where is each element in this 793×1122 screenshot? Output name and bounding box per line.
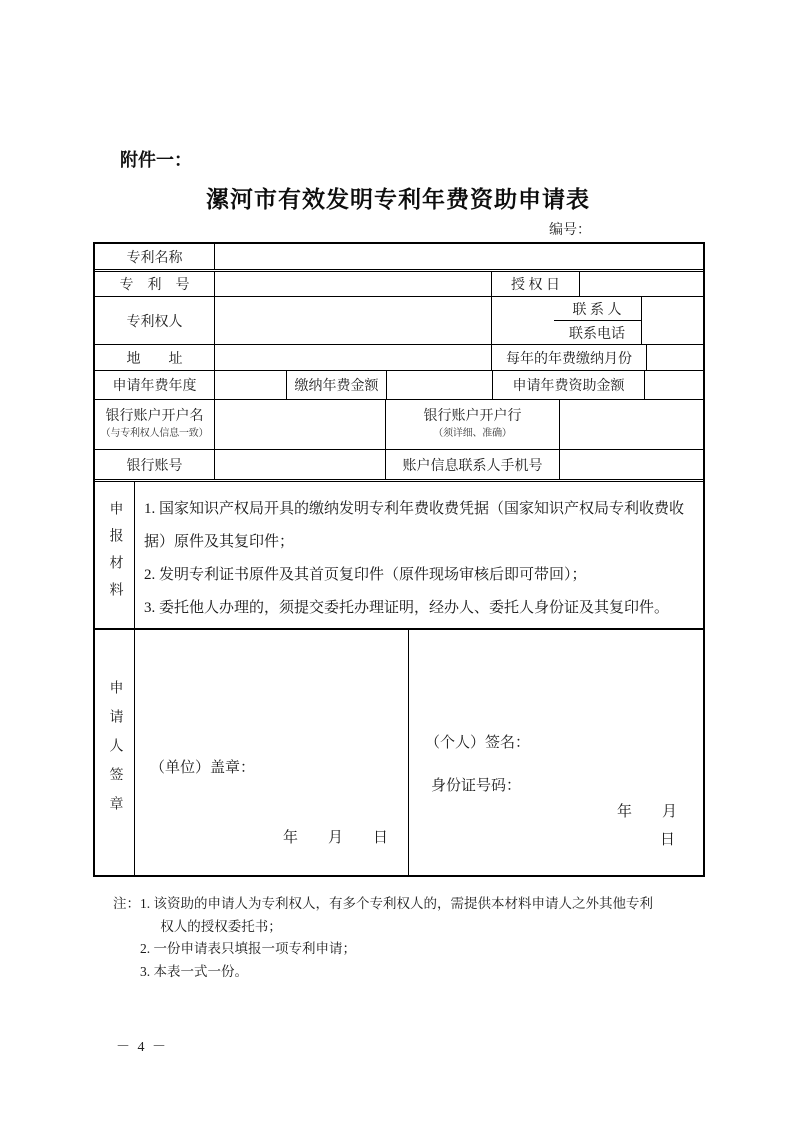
personal-sign-cell bbox=[409, 630, 703, 875]
address-label: 地 址 bbox=[95, 345, 215, 370]
materials-item-3: 3. 委托他人办理的，须提交委托办理证明，经办人、委托人身份证及其复印件。 bbox=[144, 600, 670, 616]
auth-date-input-cell bbox=[580, 272, 703, 296]
note-item-2: 2. 一份申请表只填报一项专利申请； bbox=[140, 941, 356, 956]
row-patentee bbox=[95, 297, 703, 345]
address-input-cell bbox=[215, 345, 492, 370]
signature-title-cell bbox=[95, 630, 135, 875]
personal-date-line-1: 年 月 bbox=[616, 804, 677, 820]
account-contact-input-cell bbox=[560, 450, 703, 479]
materials-item-2: 2. 发明专利证书原件及其首页复印件（原件现场审核后即可带回）； bbox=[144, 567, 587, 583]
bank-account-name-label bbox=[95, 400, 215, 449]
patent-no-label: 专 利 号 bbox=[95, 272, 215, 296]
materials-list bbox=[135, 482, 703, 628]
row-signature bbox=[95, 630, 703, 875]
patentee-input-cell bbox=[215, 297, 492, 344]
bank-account-name-input-cell bbox=[215, 400, 386, 449]
row-bank-no bbox=[95, 450, 703, 482]
notes-list bbox=[140, 893, 655, 983]
bank-branch-note: （须详细、准确） bbox=[433, 428, 512, 440]
contact-person-label: 联 系 人 bbox=[554, 297, 642, 320]
bank-branch-label bbox=[386, 400, 560, 449]
patent-name-label: 专利名称 bbox=[95, 244, 215, 269]
patent-no-input-cell bbox=[215, 272, 492, 296]
fee-month-label: 每年的年费缴纳月份 bbox=[492, 345, 647, 370]
row-contact-phone bbox=[554, 321, 642, 344]
subsidy-amount-label: 申请年费资助金额 bbox=[493, 371, 645, 399]
bank-branch-input-cell bbox=[560, 400, 703, 449]
contact-phone-label: 联系电话 bbox=[554, 321, 642, 344]
materials-item-1: 1. 国家知识产权局开具的缴纳发明专利年费收费凭据（国家知识产权局专利收费收据）原件及其复印件； bbox=[144, 501, 685, 550]
materials-title-cell bbox=[95, 482, 135, 628]
personal-date-line-2: 日 bbox=[659, 832, 675, 848]
bank-no-label: 银行账号 bbox=[95, 450, 215, 479]
id-number-label: 身份证号码： bbox=[431, 778, 522, 794]
patentee-label: 专利权人 bbox=[95, 297, 215, 344]
row-fee-amounts bbox=[95, 371, 703, 400]
row-patent-no bbox=[95, 272, 703, 297]
auth-date-label: 授 权 日 bbox=[492, 272, 580, 296]
note-item-1: 1. 该资助的申请人为专利权人，有多个专利权人的，需提供本材料申请人之外其他专利权人的授权委托书； bbox=[140, 896, 653, 934]
row-materials bbox=[95, 482, 703, 630]
page-number: － 4 － bbox=[116, 1040, 168, 1055]
footnotes bbox=[113, 893, 693, 983]
personal-sign-label: （个人）签名： bbox=[425, 735, 531, 751]
unit-seal-cell bbox=[135, 630, 409, 875]
bank-no-input-cell bbox=[215, 450, 386, 479]
materials-title: 申报材料 bbox=[107, 501, 123, 609]
doc-number-label: 编号： bbox=[549, 223, 591, 238]
application-form-table bbox=[93, 242, 705, 877]
attachment-label: 附件一： bbox=[120, 150, 192, 170]
paid-amount-input-cell bbox=[387, 371, 493, 399]
unit-date-line: 年 月 日 bbox=[282, 830, 388, 846]
subsidy-amount-input-cell bbox=[645, 371, 703, 399]
bank-account-name-main: 银行账户开户名 bbox=[105, 409, 204, 425]
page-title: 漯河市有效发明专利年费资助申请表 bbox=[206, 186, 590, 212]
row-patent-name bbox=[95, 244, 703, 272]
account-contact-label: 账户信息联系人手机号 bbox=[386, 450, 560, 479]
row-address bbox=[95, 345, 703, 371]
notes-prefix: 注： bbox=[113, 896, 140, 911]
bank-account-name-note: （与专利权人信息一致） bbox=[100, 428, 209, 440]
patent-name-input-cell bbox=[215, 244, 703, 269]
bank-branch-main: 银行账户开户行 bbox=[423, 409, 522, 425]
row-bank-account bbox=[95, 400, 703, 450]
contact-stack bbox=[492, 297, 703, 344]
apply-year-label: 申请年费年度 bbox=[95, 371, 215, 399]
apply-year-input-cell bbox=[215, 371, 287, 399]
paid-amount-label: 缴纳年费金额 bbox=[287, 371, 387, 399]
unit-seal-label: （单位）盖章： bbox=[150, 760, 256, 776]
row-contact-person bbox=[554, 297, 642, 321]
signature-title: 申请人签章 bbox=[107, 680, 123, 825]
fee-month-input-cell bbox=[647, 345, 703, 370]
note-item-3: 3. 本表一式一份。 bbox=[140, 963, 248, 979]
